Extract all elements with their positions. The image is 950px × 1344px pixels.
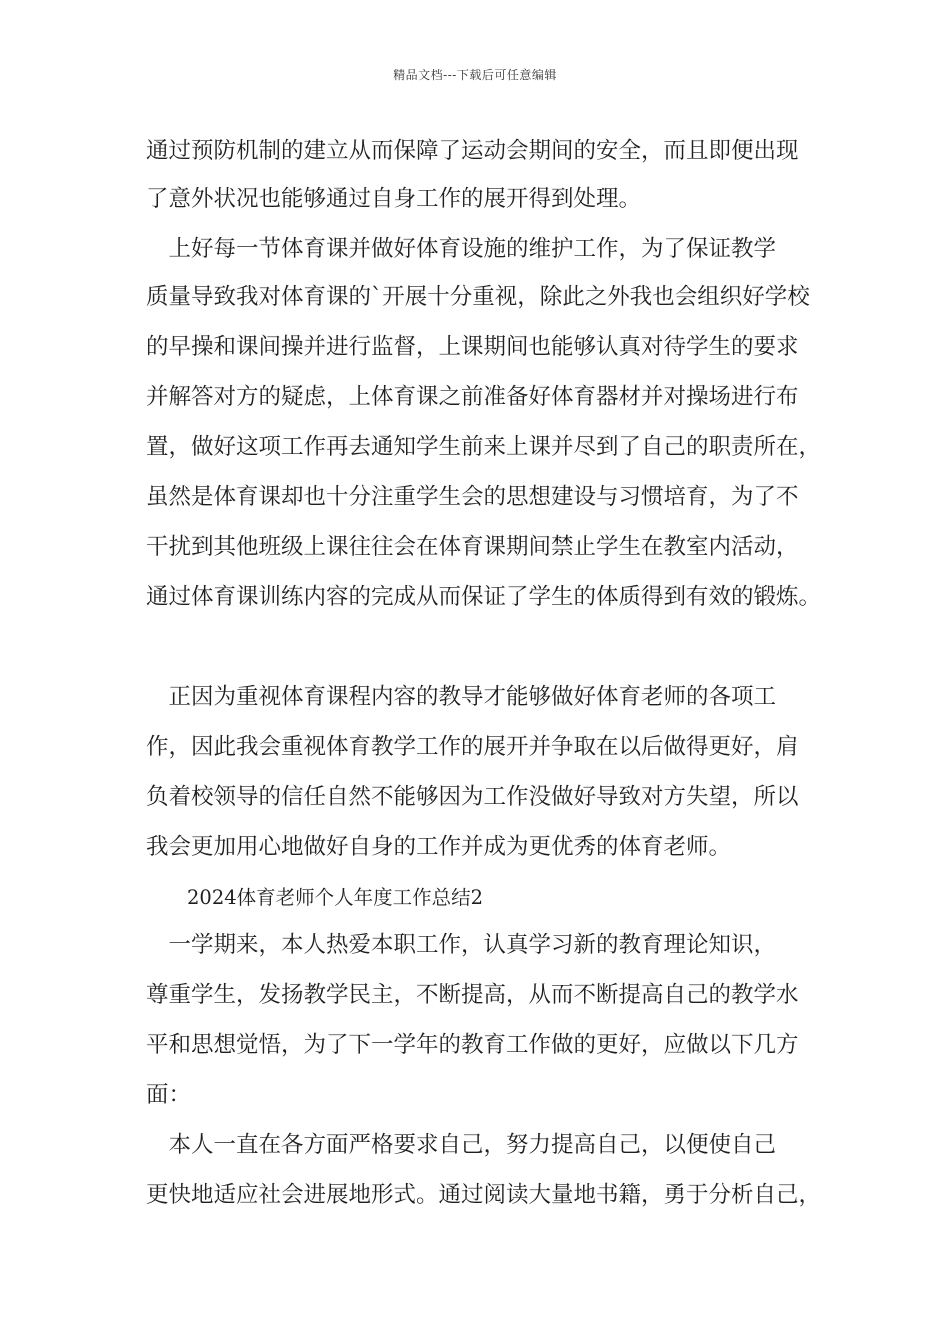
body-line: 虽然是体育课却也十分注重学生会的思想建设与习惯培育，为了不 <box>146 484 799 510</box>
body-line: 一学期来，本人热爱本职工作，认真学习新的教育理论知识， <box>146 932 777 958</box>
body-line: 作，因此我会重视体育教学工作的展开并争取在以后做得更好，肩 <box>146 734 799 760</box>
body-line: 质量导致我对体育课的`开展十分重视，除此之外我也会组织好学校 <box>146 284 810 310</box>
body-line: 通过体育课训练内容的完成从而保证了学生的体质得到有效的锻炼。 <box>146 584 822 610</box>
body-line: 平和思想觉悟，为了下一学年的教育工作做的更好，应做以下几方 <box>146 1032 799 1058</box>
page-header: 精品文档---下载后可任意编辑 <box>393 68 557 82</box>
body-line: 正因为重视体育课程内容的教导才能够做好体育老师的各项工 <box>146 684 777 710</box>
body-line: 置，做好这项工作再去通知学生前来上课并尽到了自己的职责所在， <box>146 434 822 460</box>
section-title: 2024体育老师个人年度工作总结2 <box>187 886 484 909</box>
body-line: 尊重学生，发扬教学民主，不断提高，从而不断提高自己的教学水 <box>146 982 799 1008</box>
body-line: 面： <box>146 1082 192 1108</box>
body-line: 负着校领导的信任自然不能够因为工作没做好导致对方失望，所以 <box>146 784 799 810</box>
body-line: 上好每一节体育课并做好体育设施的维护工作，为了保证教学 <box>146 236 777 262</box>
body-line: 的早操和课间操并进行监督，上课期间也能够认真对待学生的要求 <box>146 334 799 360</box>
body-line: 干扰到其他班级上课往往会在体育课期间禁止学生在教室内活动， <box>146 534 799 560</box>
body-line: 通过预防机制的建立从而保障了运动会期间的安全，而且即便出现 <box>146 138 799 164</box>
body-line: 我会更加用心地做好自身的工作并成为更优秀的体育老师。 <box>146 834 732 860</box>
body-line: 并解答对方的疑虑，上体育课之前准备好体育器材并对操场进行布 <box>146 384 799 410</box>
body-line: 了意外状况也能够通过自身工作的展开得到处理。 <box>146 186 642 212</box>
body-line: 本人一直在各方面严格要求自己，努力提高自己，以便使自己 <box>146 1132 777 1158</box>
body-line: 更快地适应社会进展地形式。通过阅读大量地书籍，勇于分析自己， <box>146 1182 822 1208</box>
